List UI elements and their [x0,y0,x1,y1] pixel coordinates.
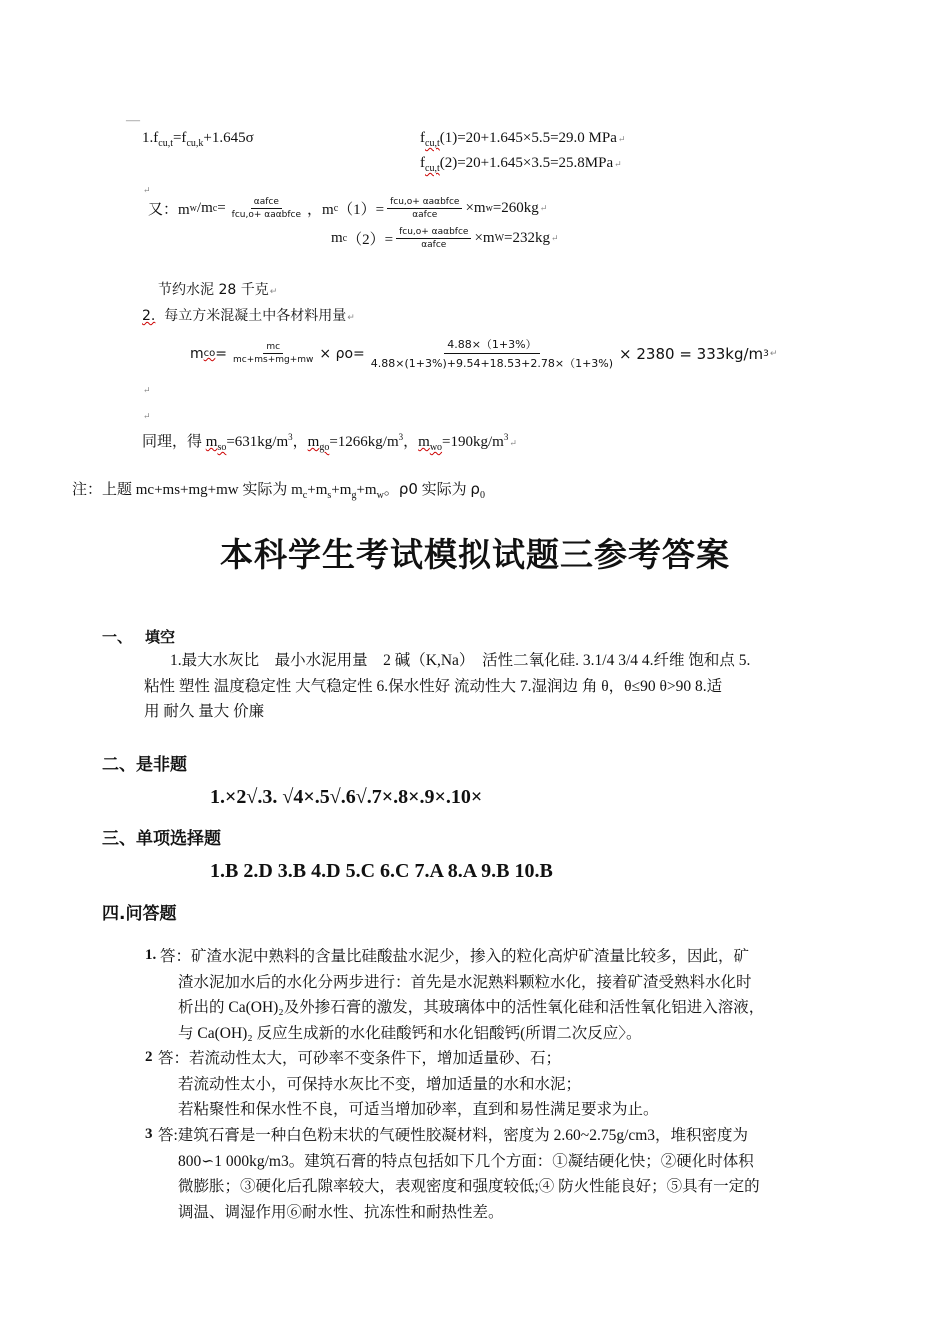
section-4-heading: 四.问答题 [102,904,177,924]
dash-mark: — [126,113,140,128]
paragraph-mark: ↵ [617,134,626,144]
fraction: $\frac{\text{fcu,o+ αaαbfce}}{\text{αafce}}$ [387,197,462,220]
fcu-result-2: $f_{cu,t}(2)=20+1.645\times 3.5=25.8MPa↵$ [420,155,622,174]
fill-line-1: 1.最大水灰比 最小水泥用量 2 碱（K,Na） 活性二氧化硅. 3.1/4 3/4 4.纤维 饱和点 5. [170,652,751,669]
paragraph-mark: ↵ [143,411,151,421]
section-2-answers: 1.×2√.3. √4×.5√.6√.7×.8×.9×.10× [210,786,483,808]
fraction: $\frac{\text{fcu,o+ αaαbfce}}{\text{αafce}}$ [396,227,471,250]
fraction: $\frac{\text{αafce}}{\text{fcu,o+ αaαbfce}}$ [231,197,302,220]
cement-mass-2: m c （2）= $\frac{\text{fcu,o+ αaαbfce}}{\text{αafce}}$ ×m W =232kg ↵ [331,227,559,250]
water-cement-ratio: 又：m w /m c = $\frac{\text{αafce}}{\text{fcu,o+ αaαbfce}}$ ，m c （1）= $\frac{\text{fcu,o+ αaαbfce}}{\text{αafce}}$ ×m w =260kg ↵ [148,197,548,220]
fill-line-2: 粘性 塑性 温度稳定性 大气稳定性 6.保水性好 流动性大 7.湿润边 角 θ，θ≤90 θ>90 8.适 [144,677,723,695]
paragraph-mark: ↵ [769,348,778,359]
paragraph-mark: ↵ [269,287,278,297]
paragraph-mark: ↵ [143,385,151,395]
cement-saving: 节约水泥 28 千克↵ [158,282,278,298]
qa-2-answer: 答：若流动性太大，可砂率不变条件下，增加适量砂、石； 若流动性太小，可保持水灰比不变，增加适量的水和水泥； 若粘聚性和保水性不良，可适当增加砂率，直到和易性满足要求为止。 [158,1050,659,1118]
similar-results: 同理，得 $m_{so}=631kg/m^3$，$m_{go}=1266kg/m^3$，$m_{wo}=190kg/m^3↵$ [142,432,517,453]
question-2-line: 2. 每立方米混凝土中各材料用量↵ [142,308,355,324]
paragraph-mark: ↵ [143,185,151,195]
fraction: $\frac{mc}{mc+ms+mg+mw}$ [233,342,314,365]
qa-2-number: 2 [145,1049,153,1065]
section-1-body [144,648,750,725]
section-3-answers: 1.B 2.D 3.B 4.D 5.C 6.C 7.A 8.A 9.B 10.B [210,860,553,882]
paragraph-mark: ↵ [551,233,559,243]
qa-3-answer: 答:建筑石膏是一种白色粉末状的气硬性胶凝材料，密度为 2.60~2.75g/cm3，堆积密度为 800∽1 000kg/m3。建筑石膏的特点包括如下几个方面：①凝结硬化快；②硬化时体积 微膨胀；③硬化后孔隙率较大，表观密度和强度较低;④ 防火性能良好；⑤具有一定的 调温、调湿作用⑥耐水性、抗冻性和耐热性差。 [158,1127,760,1221]
paragraph-mark: ↵ [614,159,622,169]
qa-1-answer: 答：矿渣水泥中熟料的含量比硅酸盐水泥少，掺入的粒化高炉矿渣量比较多，因此，矿 渣水泥加水后的水化分两步进行：首先是水泥熟料颗粒水化，接着矿渣受熟料水化时 析出的 Ca(OH)₂及外掺石膏的激发，其玻璃体中的活性氧化硅和活性氧化铝进入溶液， 与 Ca(OH)₂ 反应生成新的水化硅酸钙和水化铝酸钙(所谓二次反应〉。 [160,948,765,1042]
fraction: $\frac{4.88\times(1+3\%)}{4.88\times(1+3\%)+9.54+18.53+2.78\times(1+3\%)}$ [370,338,614,370]
section-1-heading: 填空 [145,628,176,646]
paragraph-mark: ↵ [347,313,355,323]
section-3-heading: 三、单项选择题 [102,829,221,849]
mco-formula: m co = $\frac{mc}{mc+ms+mg+mw}$ × ρo= $\frac{4.88\times(1+3\%)}{4.88\times(1+3\%)+9.54+18.53+2.78\times(1+3\%)}$ × 2380 = 333kg/m 3 ↵ [190,338,778,370]
fill-line-3: 用 耐久 量大 价廉 [144,703,265,720]
fcu-result-1: $f_{cu,t}(1)=20+1.645\times 5.5=29.0$ MPa↵ [420,130,626,149]
paragraph-mark: ↵ [509,438,517,448]
note-line: 注：上题 mc+ms+mg+mw 实际为 $m_c+m_s+m_g+m_w$。ρ0 实际为 $\rho_0$ [72,480,485,501]
paragraph-mark: ↵ [539,203,548,213]
page-title: 本科学生考试模拟试题三参考答案 [220,535,730,574]
section-2-heading: 二、是非题 [102,755,187,775]
formula-1: $1.f_{cu,t}=f_{cu,k}+1.645\sigma$ [142,130,254,149]
qa-3-number: 3 [145,1126,153,1142]
section-1-number: 一、 [102,628,133,646]
qa-1-number: 1. [145,947,157,963]
